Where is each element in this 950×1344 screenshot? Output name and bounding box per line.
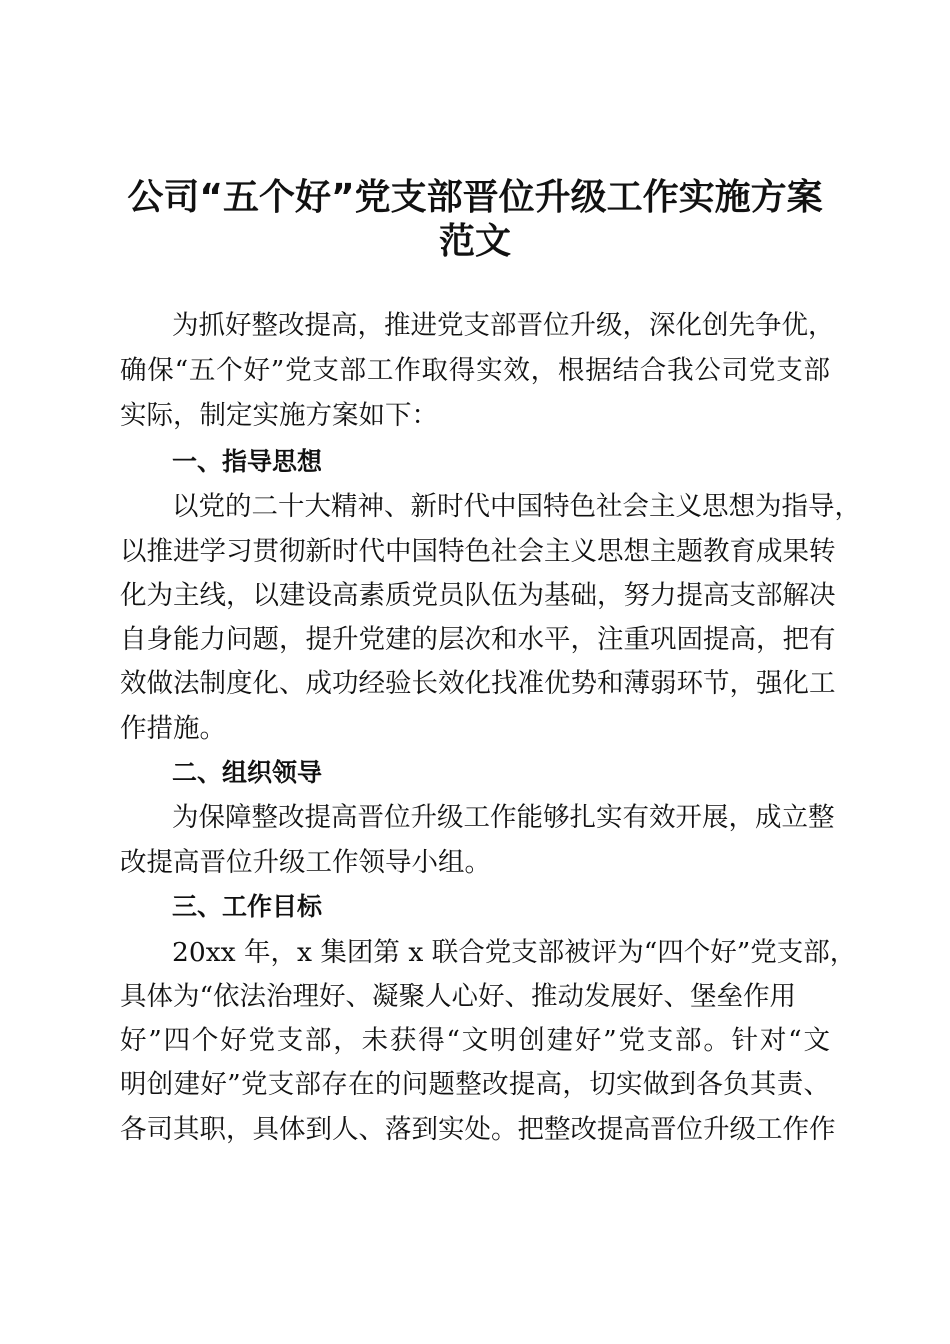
section1-line: 作措施。 <box>120 713 226 744</box>
intro-line: 为抓好整改提高，推进党支部晋位升级，深化创先争优， <box>172 310 835 341</box>
section3-line: 好”四个好党支部，未获得“文明创建好”党支部。针对“文 <box>120 1025 830 1056</box>
section1-line: 化为主线，以建设高素质党员队伍为基础，努力提高支部解决 <box>120 580 836 611</box>
section2-line: 改提高晋位升级工作领导小组。 <box>120 847 491 878</box>
intro-line: 确保“五个好”党支部工作取得实效，根据结合我公司党支部 <box>120 355 830 386</box>
section1-line: 以推进学习贯彻新时代中国特色社会主义思想主题教育成果转 <box>120 536 836 567</box>
section-heading-organization-leadership: 二、组织领导 <box>172 758 323 787</box>
section3-line: 各司其职，具体到人、落到实处。把整改提高晋位升级工作作 <box>120 1114 836 1145</box>
section3-line: 明创建好”党支部存在的问题整改提高，切实做到各负其责、 <box>120 1069 830 1100</box>
section-heading-work-goals: 三、工作目标 <box>172 892 323 921</box>
document-title-line-1: 公司“五个好”党支部晋位升级工作实施方案 <box>127 177 823 218</box>
section3-line: 20xx 年，x 集团第 x 联合党支部被评为“四个好”党支部， <box>172 937 857 968</box>
section1-line: 效做法制度化、成功经验长效化找准优势和薄弱环节，强化工 <box>120 668 836 699</box>
section1-line: 以党的二十大精神、新时代中国特色社会主义思想为指导， <box>172 491 861 522</box>
document-title-line-2: 范文 <box>438 221 511 262</box>
section1-line: 自身能力问题，提升党建的层次和水平，注重巩固提高，把有 <box>120 624 836 655</box>
section3-line: 具体为“依法治理好、凝聚人心好、推动发展好、堡垒作用 <box>120 981 797 1012</box>
section-heading-guiding-ideology: 一、指导思想 <box>172 447 323 476</box>
section2-line: 为保障整改提高晋位升级工作能够扎实有效开展，成立整 <box>172 802 835 833</box>
intro-line: 实际，制定实施方案如下： <box>120 400 438 431</box>
